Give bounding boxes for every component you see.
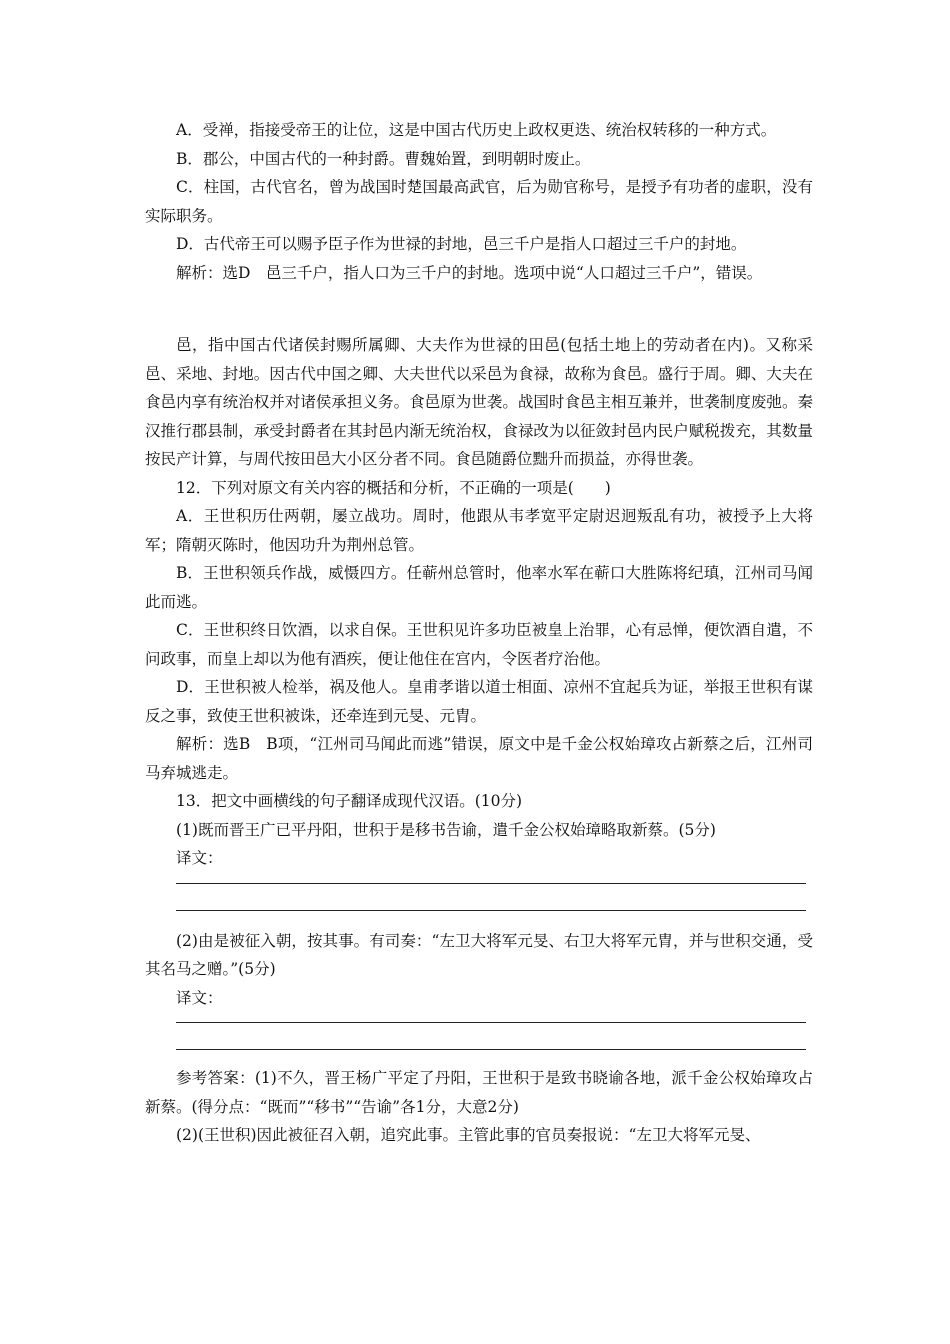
- answer-line[interactable]: [176, 873, 806, 884]
- q12-analysis: 解析：选B B项，“江州司马闻此而逃”错误，原文中是千金公权始璋攻占新蔡之后，江州司马弃城逃走。: [145, 735, 813, 782]
- spacer: [145, 287, 813, 331]
- q11-analysis: 解析：选D 邑三千户，指人口为三千户的封地。选项中说“人口超过三千户”，错误。: [176, 263, 763, 282]
- background-note: 邑，指中国古代诸侯封赐所属卿、大夫作为世禄的田邑(包括土地上的劳动者在内)。又称采邑、采地、封地。因古代中国之卿、大夫世代以采邑为食禄，故称为食邑。盛行于周。卿、大夫在食邑内享有统治权并对诸侯承担义务。食邑原为世袭。战国时食邑主相互兼并，世袭制度废弛。秦汉推行郡县制，承受封爵者在其封邑内渐无统治权，食禄改为以征敛封邑内民户赋税拨充，其数量按民产计算，与周代按田邑大小区分者不同。食邑随爵位黜升而损益，亦得世袭。: [145, 336, 813, 468]
- q12-option-c: C．王世积终日饮酒，以求自保。王世积见许多功臣被皇上治罪，心有忌惮，便饮酒自遣，不问政事，而皇上却以为他有酒疾，便让他住在宫内，令医者疗治他。: [145, 621, 813, 668]
- q13-sentence-1: (1)既而晋王广已平丹阳，世积于是移书告谕，遣千金公权始璋略取新蔡。(5分): [176, 820, 716, 839]
- q12-option-b: B．王世积领兵作战，威慑四方。任蕲州总管时，他率水军在蕲口大胜陈将纪瑱，江州司马闻此而逃。: [145, 564, 813, 611]
- q13-translation-label-1: 译文：: [176, 849, 223, 867]
- answer-lines-2: [176, 1012, 806, 1050]
- q13-sentence-2: (2)由是被征入朝，按其事。有司奏：“左卫大将军元旻、右卫大将军元胄，并与世积交通，受其名马之赠。”(5分): [145, 931, 813, 978]
- q11-option-b: B．郡公，中国古代的一种封爵。曹魏始置，到明朝时废止。: [176, 149, 591, 168]
- answer-line[interactable]: [176, 1012, 806, 1023]
- q12-option-d: D．王世积被人检举，祸及他人。皇甫孝谐以道士相面、凉州不宜起兵为证，举报王世积有谋反之事，致使王世积被诛，还牵连到元旻、元胄。: [145, 678, 813, 725]
- reference-answer-1: 参考答案：(1)不久，晋王杨广平定了丹阳，王世积于是致书晓谕各地，派千金公权始璋攻占新蔡。(得分点：“既而”“移书”“告谕”各1分，大意2分): [145, 1069, 813, 1116]
- q11-option-c: C．柱国，古代官名，曾为战国时楚国最高武官，后为勋官称号，是授予有功者的虚职，没有实际职务。: [145, 178, 813, 225]
- answer-lines-1: [176, 873, 806, 911]
- q12-stem: 12．下列对原文有关内容的概括和分析，不正确的一项是( ): [176, 478, 611, 497]
- spacer: [145, 911, 813, 927]
- q12-option-a: A．王世积历仕两朝，屡立战功。周时，他跟从韦孝宽平定尉迟迥叛乱有功，被授予上大将军；隋朝灭陈时，他因功升为荆州总管。: [145, 507, 813, 554]
- reference-answer-2: (2)(王世积)因此被征召入朝，追究此事。主管此事的官员奏报说：“左卫大将军元旻、: [176, 1126, 761, 1144]
- spacer: [145, 1050, 813, 1064]
- answer-line[interactable]: [176, 884, 806, 911]
- q11-option-d: D．古代帝王可以赐予臣子作为世禄的封地，邑三千户是指人口超过三千户的封地。: [176, 235, 747, 253]
- q13-stem: 13．把文中画横线的句子翻译成现代汉语。(10分): [176, 792, 523, 810]
- answer-line[interactable]: [176, 1023, 806, 1050]
- q13-translation-label-2: 译文：: [176, 988, 223, 1007]
- q11-option-a: A．受禅，指接受帝王的让位，这是中国古代历史上政权更迭、统治权转移的一种方式。: [176, 121, 777, 139]
- document-page: [145, 116, 813, 1150]
